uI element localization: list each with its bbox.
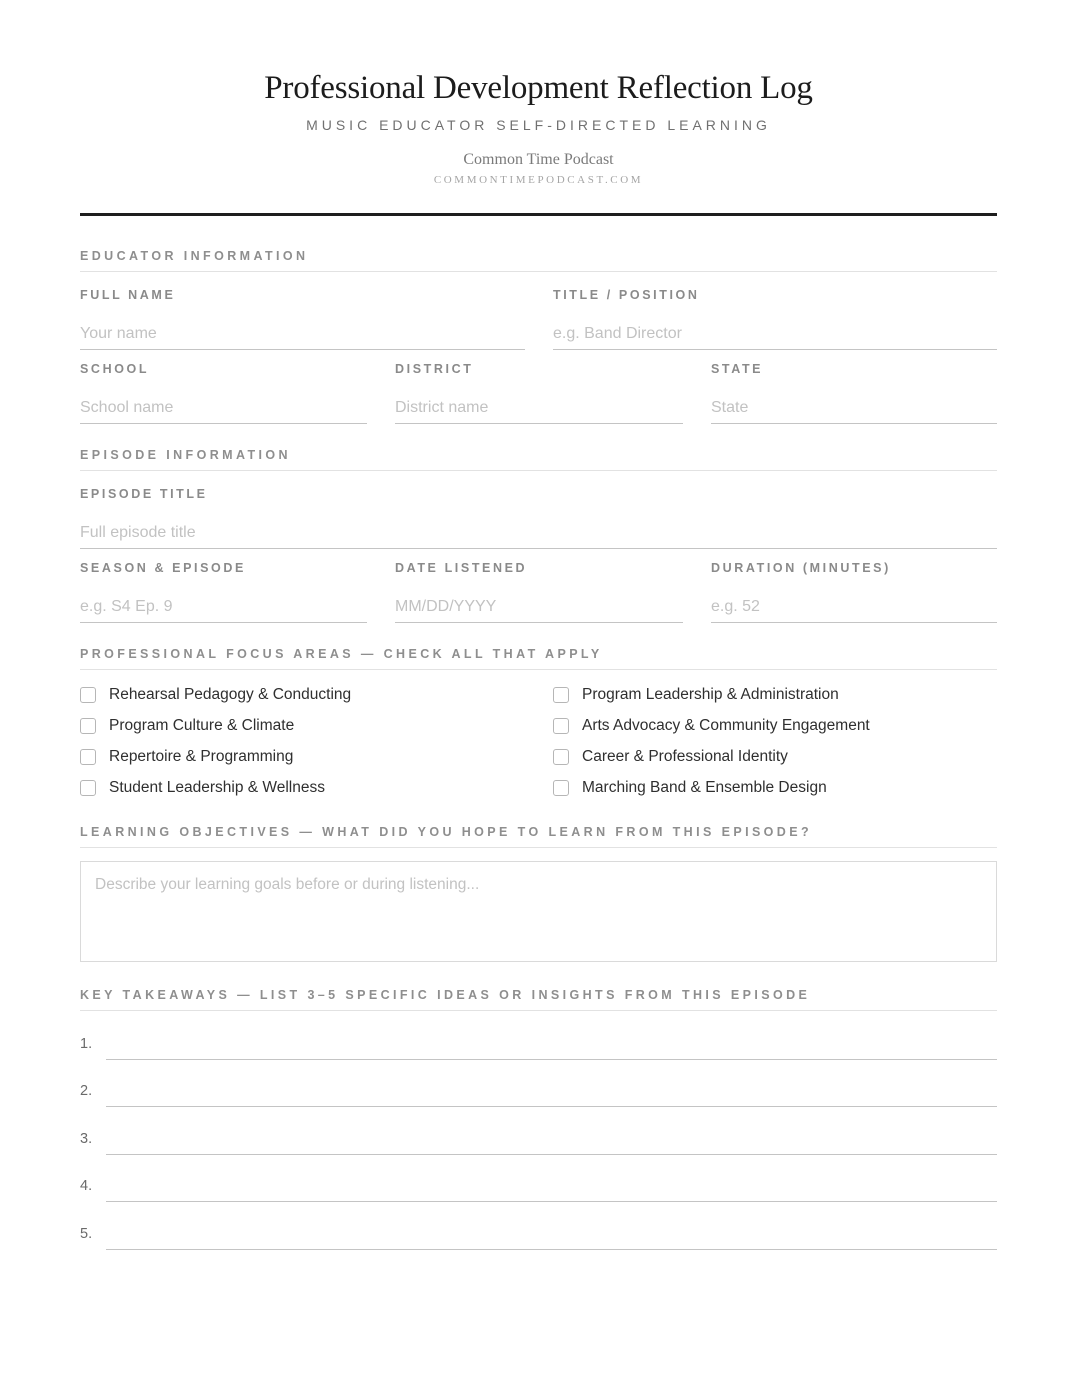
takeaway-number: 3. <box>80 1131 93 1147</box>
takeaway-number: 5. <box>80 1226 93 1242</box>
learning-objectives-textarea[interactable] <box>80 861 997 962</box>
takeaway-number: 4. <box>80 1178 93 1194</box>
reflection-log-page <box>80 0 997 1242</box>
checkbox[interactable] <box>553 780 569 796</box>
season-episode-label: SEASON & EPISODE <box>80 561 246 575</box>
section-title-takeaways: KEY TAKEAWAYS — LIST 3–5 SPECIFIC IDEAS OR INSIGHTS FROM THIS EPISODE <box>80 987 997 1011</box>
date-listened-input[interactable] <box>395 591 683 623</box>
section-title-objectives: LEARNING OBJECTIVES — WHAT DID YOU HOPE TO LEARN FROM THIS EPISODE? <box>80 824 997 848</box>
podcast-name: Common Time Podcast <box>463 151 614 168</box>
title-position-label: TITLE / POSITION <box>553 288 700 302</box>
title-position-group <box>553 287 997 350</box>
focus-item-program-leadership[interactable] <box>553 684 839 706</box>
episode-title-label: EPISODE TITLE <box>80 487 208 501</box>
takeaway-row <box>80 1077 997 1107</box>
full-name-input[interactable] <box>80 318 525 350</box>
school-group <box>80 361 367 424</box>
episode-title-group <box>80 486 997 549</box>
podcast-website: COMMONTIMEPODCAST.COM <box>433 174 644 186</box>
header-divider <box>80 213 997 216</box>
focus-item-arts-advocacy[interactable] <box>553 715 870 737</box>
state-group <box>711 361 997 424</box>
district-input[interactable] <box>395 392 683 424</box>
checkbox[interactable] <box>80 687 96 703</box>
takeaway-input-5[interactable] <box>106 1220 997 1250</box>
focus-item-label: Program Culture & Climate <box>109 717 295 734</box>
checkbox[interactable] <box>553 718 569 734</box>
full-name-label: FULL NAME <box>80 288 176 302</box>
duration-group <box>711 560 997 623</box>
date-listened-group <box>395 560 683 623</box>
takeaway-row <box>80 1125 997 1155</box>
school-input[interactable] <box>80 392 367 424</box>
focus-item-marching-band[interactable] <box>553 777 827 799</box>
episode-title-input[interactable] <box>80 517 997 549</box>
section-title-educator: EDUCATOR INFORMATION <box>80 248 997 272</box>
focus-item-label: Arts Advocacy & Community Engagement <box>582 717 870 734</box>
takeaway-input-2[interactable] <box>106 1077 997 1107</box>
page-subtitle: MUSIC EDUCATOR SELF-DIRECTED LEARNING <box>306 117 771 133</box>
page-header <box>80 68 997 187</box>
focus-item-label: Marching Band & Ensemble Design <box>582 779 827 796</box>
checkbox[interactable] <box>553 687 569 703</box>
section-title-focus: PROFESSIONAL FOCUS AREAS — CHECK ALL THAT APPLY <box>80 646 997 670</box>
focus-item-label: Student Leadership & Wellness <box>109 779 325 796</box>
focus-item-repertoire[interactable] <box>80 746 293 768</box>
focus-item-student-leadership[interactable] <box>80 777 325 799</box>
duration-label: DURATION (MINUTES) <box>711 561 891 575</box>
takeaway-number: 2. <box>80 1083 93 1099</box>
duration-input[interactable] <box>711 591 997 623</box>
takeaway-row <box>80 1030 997 1060</box>
focus-item-label: Career & Professional Identity <box>582 748 788 765</box>
state-label: STATE <box>711 362 764 376</box>
page-title: Professional Development Reflection Log <box>264 70 813 106</box>
district-label: DISTRICT <box>395 362 474 376</box>
focus-item-label: Program Leadership & Administration <box>582 686 839 703</box>
title-position-input[interactable] <box>553 318 997 350</box>
state-input[interactable] <box>711 392 997 424</box>
checkbox[interactable] <box>80 718 96 734</box>
takeaway-input-3[interactable] <box>106 1125 997 1155</box>
checkbox[interactable] <box>80 780 96 796</box>
school-label: SCHOOL <box>80 362 150 376</box>
district-group <box>395 361 683 424</box>
takeaway-number: 1. <box>80 1036 93 1052</box>
takeaway-row <box>80 1172 997 1202</box>
takeaway-input-1[interactable] <box>106 1030 997 1060</box>
focus-item-label: Repertoire & Programming <box>109 748 294 765</box>
checkbox[interactable] <box>80 749 96 765</box>
focus-item-label: Rehearsal Pedagogy & Conducting <box>109 686 352 703</box>
full-name-group <box>80 287 525 350</box>
focus-item-program-culture[interactable] <box>80 715 294 737</box>
season-episode-group <box>80 560 367 623</box>
takeaway-input-4[interactable] <box>106 1172 997 1202</box>
focus-item-career-identity[interactable] <box>553 746 788 768</box>
season-episode-input[interactable] <box>80 591 367 623</box>
date-listened-label: DATE LISTENED <box>395 561 528 575</box>
section-title-episode: EPISODE INFORMATION <box>80 447 997 471</box>
checkbox[interactable] <box>553 749 569 765</box>
focus-item-rehearsal-pedagogy[interactable] <box>80 684 351 706</box>
takeaway-row <box>80 1220 997 1250</box>
